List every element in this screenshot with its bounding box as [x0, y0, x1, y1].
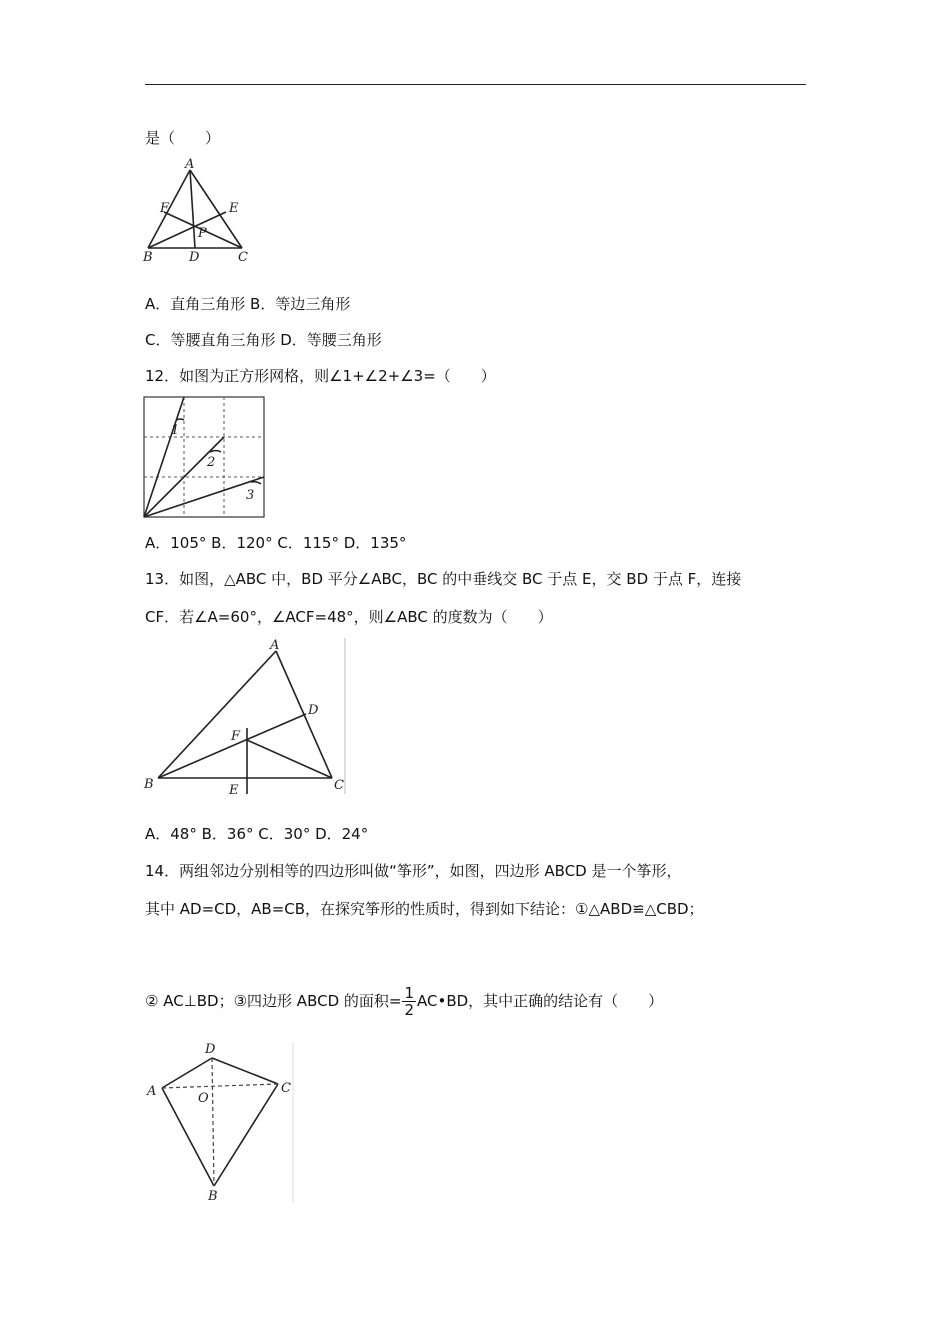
q14-line-3 [145, 983, 663, 1019]
q12-options: A．105° B．120° C．115° D．135° [145, 534, 407, 552]
q13-figure [140, 636, 350, 798]
q11-tail: 是（ ） [145, 129, 221, 147]
q13-label-d: D [308, 703, 319, 718]
q11-label-e: E [229, 201, 239, 216]
q13-triangle-diagram [140, 636, 350, 798]
q14-label-b: B [208, 1189, 218, 1204]
q14-label-c: C [281, 1081, 291, 1096]
q11-label-b: B [143, 250, 153, 265]
q11-label-d: D [189, 250, 200, 265]
q14-line-3-before: ② AC⊥BD；③四边形 ABCD 的面积= [145, 992, 402, 1010]
q14-fraction [402, 985, 416, 1018]
q12-label-2: 2 [207, 455, 216, 470]
q11-options-1: A．直角三角形 B．等边三角形 [145, 295, 351, 313]
q12-stem: 12．如图为正方形网格，则∠1+∠2+∠3=（ ） [145, 367, 496, 385]
q14-line-2: 其中 AD=CD，AB=CB，在探究筝形的性质时，得到如下结论：①△ABD≌△CBD； [145, 900, 704, 918]
q14-kite-diagram [140, 1038, 300, 1208]
q14-line-1: 14．两组邻边分别相等的四边形叫做“筝形”，如图，四边形 ABCD 是一个筝形， [145, 862, 682, 880]
q14-fraction-denominator: 2 [404, 1001, 415, 1019]
q14-line-3-after: AC•BD，其中正确的结论有（ ） [417, 992, 664, 1010]
q11-label-c: C [238, 250, 248, 265]
q13-label-c: C [334, 778, 344, 793]
q11-label-p: P [198, 226, 207, 241]
q12-label-3: 3 [246, 488, 255, 503]
q13-label-b: B [144, 777, 154, 792]
q11-label-f: F [160, 201, 170, 216]
q12-grid-diagram [143, 396, 267, 520]
q12-figure [143, 396, 267, 520]
q11-label-a: A [185, 157, 195, 172]
q11-triangle-diagram [140, 155, 255, 267]
q13-line-1: 13．如图，△ABC 中，BD 平分∠ABC，BC 的中垂线交 BC 于点 E，交 BD 于点 F，连接 [145, 570, 742, 588]
q11-figure [140, 155, 255, 267]
q13-label-a: A [270, 638, 280, 653]
q14-figure [140, 1038, 300, 1208]
q11-options-2: C．等腰直角三角形 D．等腰三角形 [145, 331, 382, 349]
q14-fraction-numerator: 1 [404, 984, 415, 1002]
q13-line-2: CF．若∠A=60°，∠ACF=48°，则∠ABC 的度数为（ ） [145, 608, 553, 626]
q14-label-a: A [147, 1084, 157, 1099]
q13-options: A．48° B．36° C．30° D．24° [145, 825, 369, 843]
q12-label-1: 1 [171, 423, 180, 438]
header-rule [145, 84, 806, 85]
q13-label-e: E [229, 783, 239, 798]
q14-label-d: D [205, 1042, 216, 1057]
q13-label-f: F [231, 729, 241, 744]
q14-label-o: O [198, 1091, 209, 1106]
